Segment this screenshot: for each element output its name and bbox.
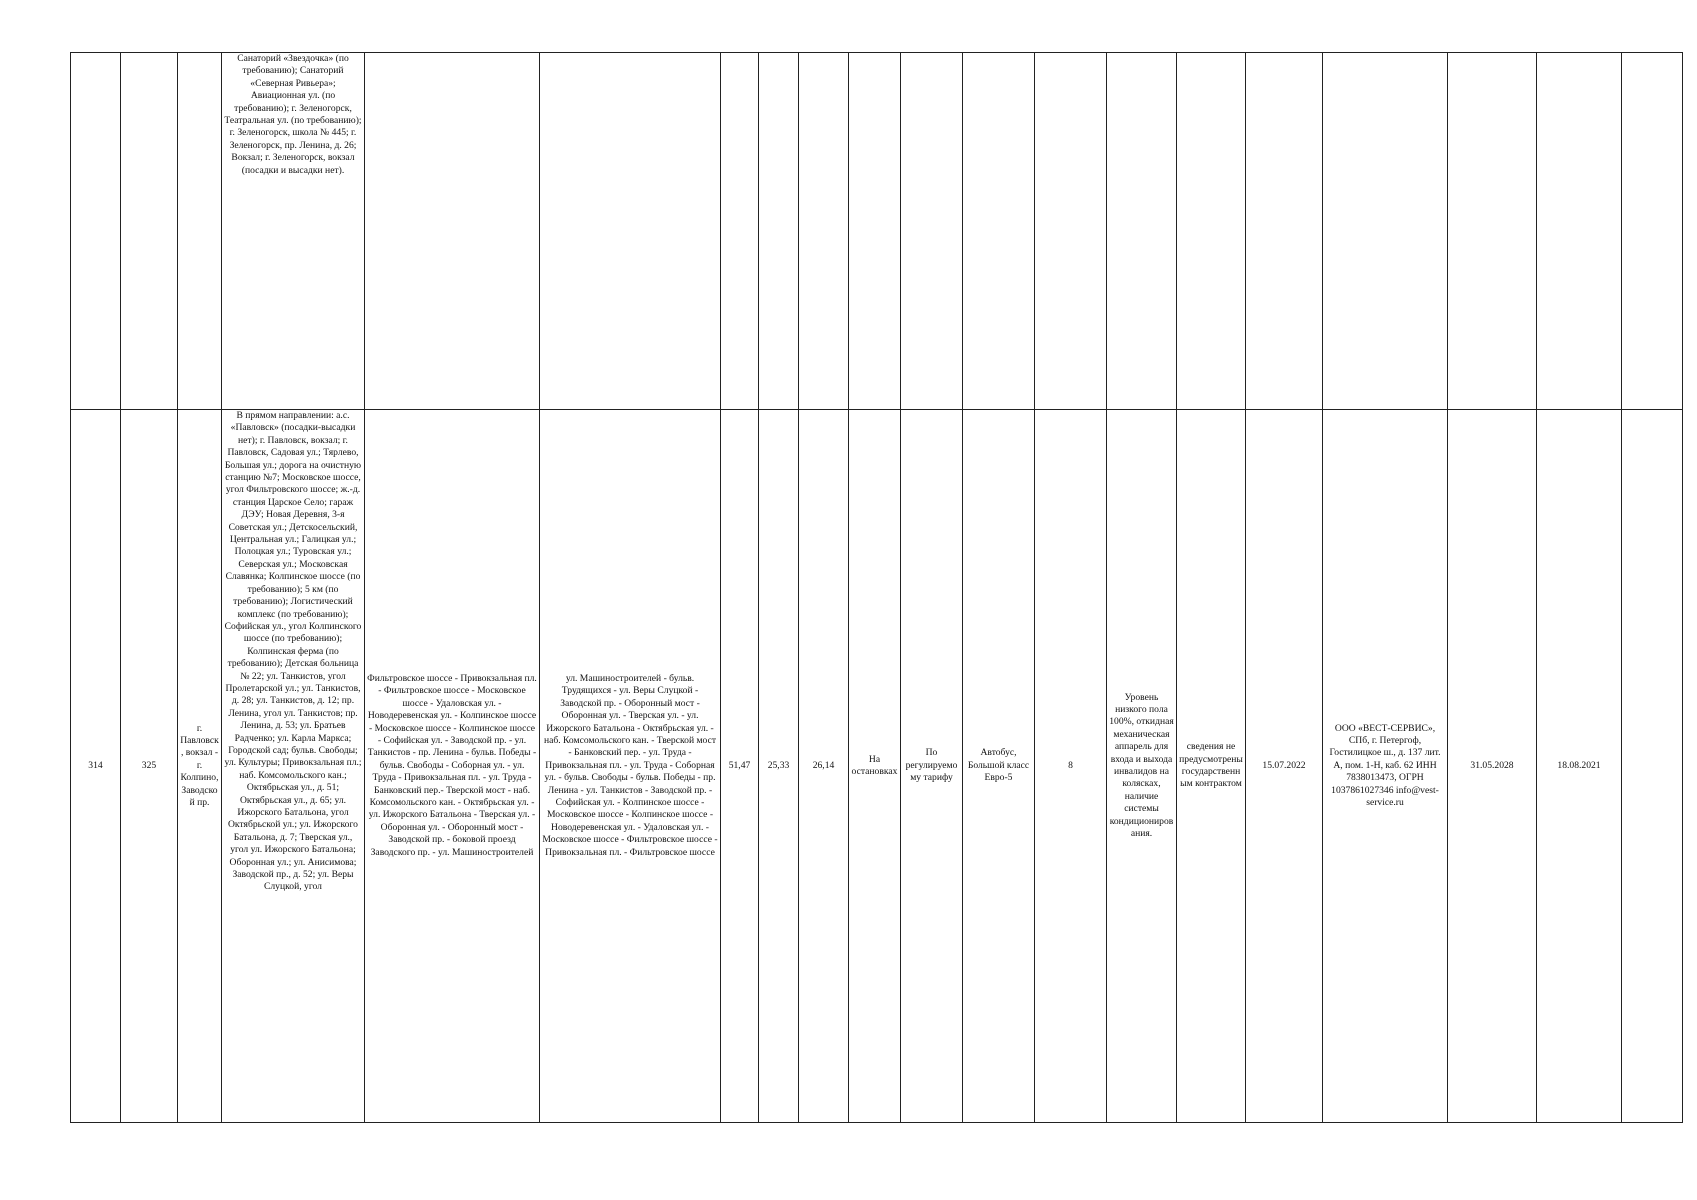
- cell-vehicle: [963, 53, 1035, 410]
- cell-start-date: [1246, 53, 1323, 410]
- cell-carrier: [1323, 53, 1448, 410]
- cell-streets-backward: ул. Машиностроителей - бульв. Трудящихся - ул. Веры Слуцкой - Заводской пр. - Оборонный мост - Оборонная ул. - Тверская ул. - ул. Ижорского Батальона - Октябрьская ул. - наб. Комсомольского кан. - Тверской мост - Банковский пер. - ул. Труда - Привокзальная пл. - ул. Труда - Соборная ул. - бульв. Свободы - бульв. Победы - пр. Ленина - ул. Танкистов - Заводской пр. - Софийская ул. - Колпинское шоссе - Московское шоссе - Колпинское шоссе - Новодеревенская ул. - Удаловская ул. - Московское шоссе - Фильтровское шоссе - Привокзальная пл. - Фильтровское шоссе: [540, 410, 721, 1123]
- cell-stops: Санаторий «Звездочка» (по требованию); Санаторий «Северная Ривьера»; Авиационная ул. (по требованию); г. Зеленогорск, Театральная ул. (по требованию); г. Зеленогорск, школа № 445; г. Зеленогорск, пр. Ленина, д. 26; Вокзал; г. Зеленогорск, вокзал (посадки и высадки нет).: [222, 53, 365, 410]
- cell-streets-backward: [540, 53, 721, 410]
- cell-stop-order: На остановках: [849, 410, 901, 1123]
- cell-contract-date: 18.08.2021: [1537, 410, 1622, 1123]
- cell-tariff: [901, 53, 963, 410]
- cell-streets-forward: Фильтровское шоссе - Привокзальная пл. - Фильтровское шоссе - Московское шоссе - Удаловская ул. - Новодеревенская ул. - Колпинское шоссе - Московское шоссе - Колпинское шоссе - Софийская ул. - Заводской пр. - ул. Танкистов - пр. Ленина - бульв. Победы - бульв. Свободы - Соборная ул. - ул. Труда - Привокзальная пл. - ул. Труда - Банковский пер.- Тверской мост - наб. Комсомольского кан. - Октябрьская ул. - ул. Ижорского Батальона - Тверская ул. - Оборонная ул. - Оборонный мост - Заводской пр. - боковой проезд Заводского пр. - ул. Машиностроителей: [365, 410, 540, 1123]
- cell-extra: [1622, 410, 1683, 1123]
- cell-vehicle-features: [1107, 53, 1177, 410]
- cell-route-name: г. Павловск, вокзал - г. Колпино, Заводской пр.: [178, 410, 222, 1123]
- cell-reg-number: 314: [71, 410, 121, 1123]
- cell-length-backward: 25,33: [759, 410, 799, 1123]
- cell-contract-end: 31.05.2028: [1448, 410, 1537, 1123]
- cell-stops: В прямом направлении: а.с. «Павловск» (посадки-высадки нет); г. Павловск, вокзал; г. Павловск, Садовая ул.; Тярлево, Большая ул.; дорога на очистную станцию №7; Московское шоссе, угол Фильтровского шоссе; ж.-д. станция Царское Село; гараж ДЭУ; Новая Деревня, 3-я Советская ул.; Детскосельский, Центральная ул.; Галицкая ул.; Полоцкая ул.; Туровская ул.; Северская ул.; Московская Славянка; Колпинское шоссе (по требованию); 5 км (по требованию); Логистический комплекс (по требованию); Софийская ул., угол Колпинского шоссе (по требованию); Колпинская ферма (по требованию); Детская больница № 22; ул. Танкистов, угол Пролетарской ул.; ул. Танкистов, д. 28; ул. Танкистов, д. 12; пр. Ленина, угол ул. Танкистов; пр. Ленина, д. 53; ул. Братьев Радченко; ул. Карла Маркса; Городской сад; бульв. Свободы; ул. Культуры; Привокзальная пл.; наб. Комсомольского кан.; Октябрьская ул., д. 51; Октябрьская ул., д. 65; ул. Ижорского Батальона, угол Октябрьской ул.; ул. Ижорского Батальона, д. 7; Тверская ул., угол ул. Ижорского Батальона; Оборонная ул.; ул. Анисимова; Заводской пр., д. 52; ул. Веры Слуцкой, угол: [222, 410, 365, 1123]
- cell-reg-number: [71, 53, 121, 410]
- cell-vehicle-count: [1035, 53, 1107, 410]
- cell-length-forward: [721, 53, 759, 410]
- cell-length-backward: [759, 53, 799, 410]
- cell-route-number: [121, 53, 178, 410]
- cell-stop-order: [849, 53, 901, 410]
- cell-length-forward: 51,47: [721, 410, 759, 1123]
- cell-route-name: [178, 53, 222, 410]
- cell-vehicle: Автобус, Большой класс Евро-5: [963, 410, 1035, 1123]
- cell-streets-forward: [365, 53, 540, 410]
- cell-length-total: 26,14: [799, 410, 849, 1123]
- cell-contract-info: [1177, 53, 1246, 410]
- cell-vehicle-features: Уровень низкого пола 100%, откидная механическая аппарель для входа и выхода инвалидов на колясках, наличие системы кондиционирования.: [1107, 410, 1177, 1123]
- cell-extra: [1622, 53, 1683, 410]
- table-row-continued: [71, 53, 1683, 410]
- cell-route-number: 325: [121, 410, 178, 1123]
- cell-start-date: 15.07.2022: [1246, 410, 1323, 1123]
- table-row-314: [71, 410, 1683, 1123]
- cell-contract-end: [1448, 53, 1537, 410]
- cell-tariff: По регулируемому тарифу: [901, 410, 963, 1123]
- cell-vehicle-count: 8: [1035, 410, 1107, 1123]
- cell-carrier: ООО «ВЕСТ-СЕРВИС», СПб, г. Петергоф, Гостилицкое ш., д. 137 лит. А, пом. 1-Н, каб. 62 ИНН 7838013473, ОГРН 1037861027346 info@vest-service.ru: [1323, 410, 1448, 1123]
- route-registry-table: [70, 52, 1683, 1123]
- cell-length-total: [799, 53, 849, 410]
- cell-contract-date: [1537, 53, 1622, 410]
- cell-contract-info: сведения не предусмотрены государственным контрактом: [1177, 410, 1246, 1123]
